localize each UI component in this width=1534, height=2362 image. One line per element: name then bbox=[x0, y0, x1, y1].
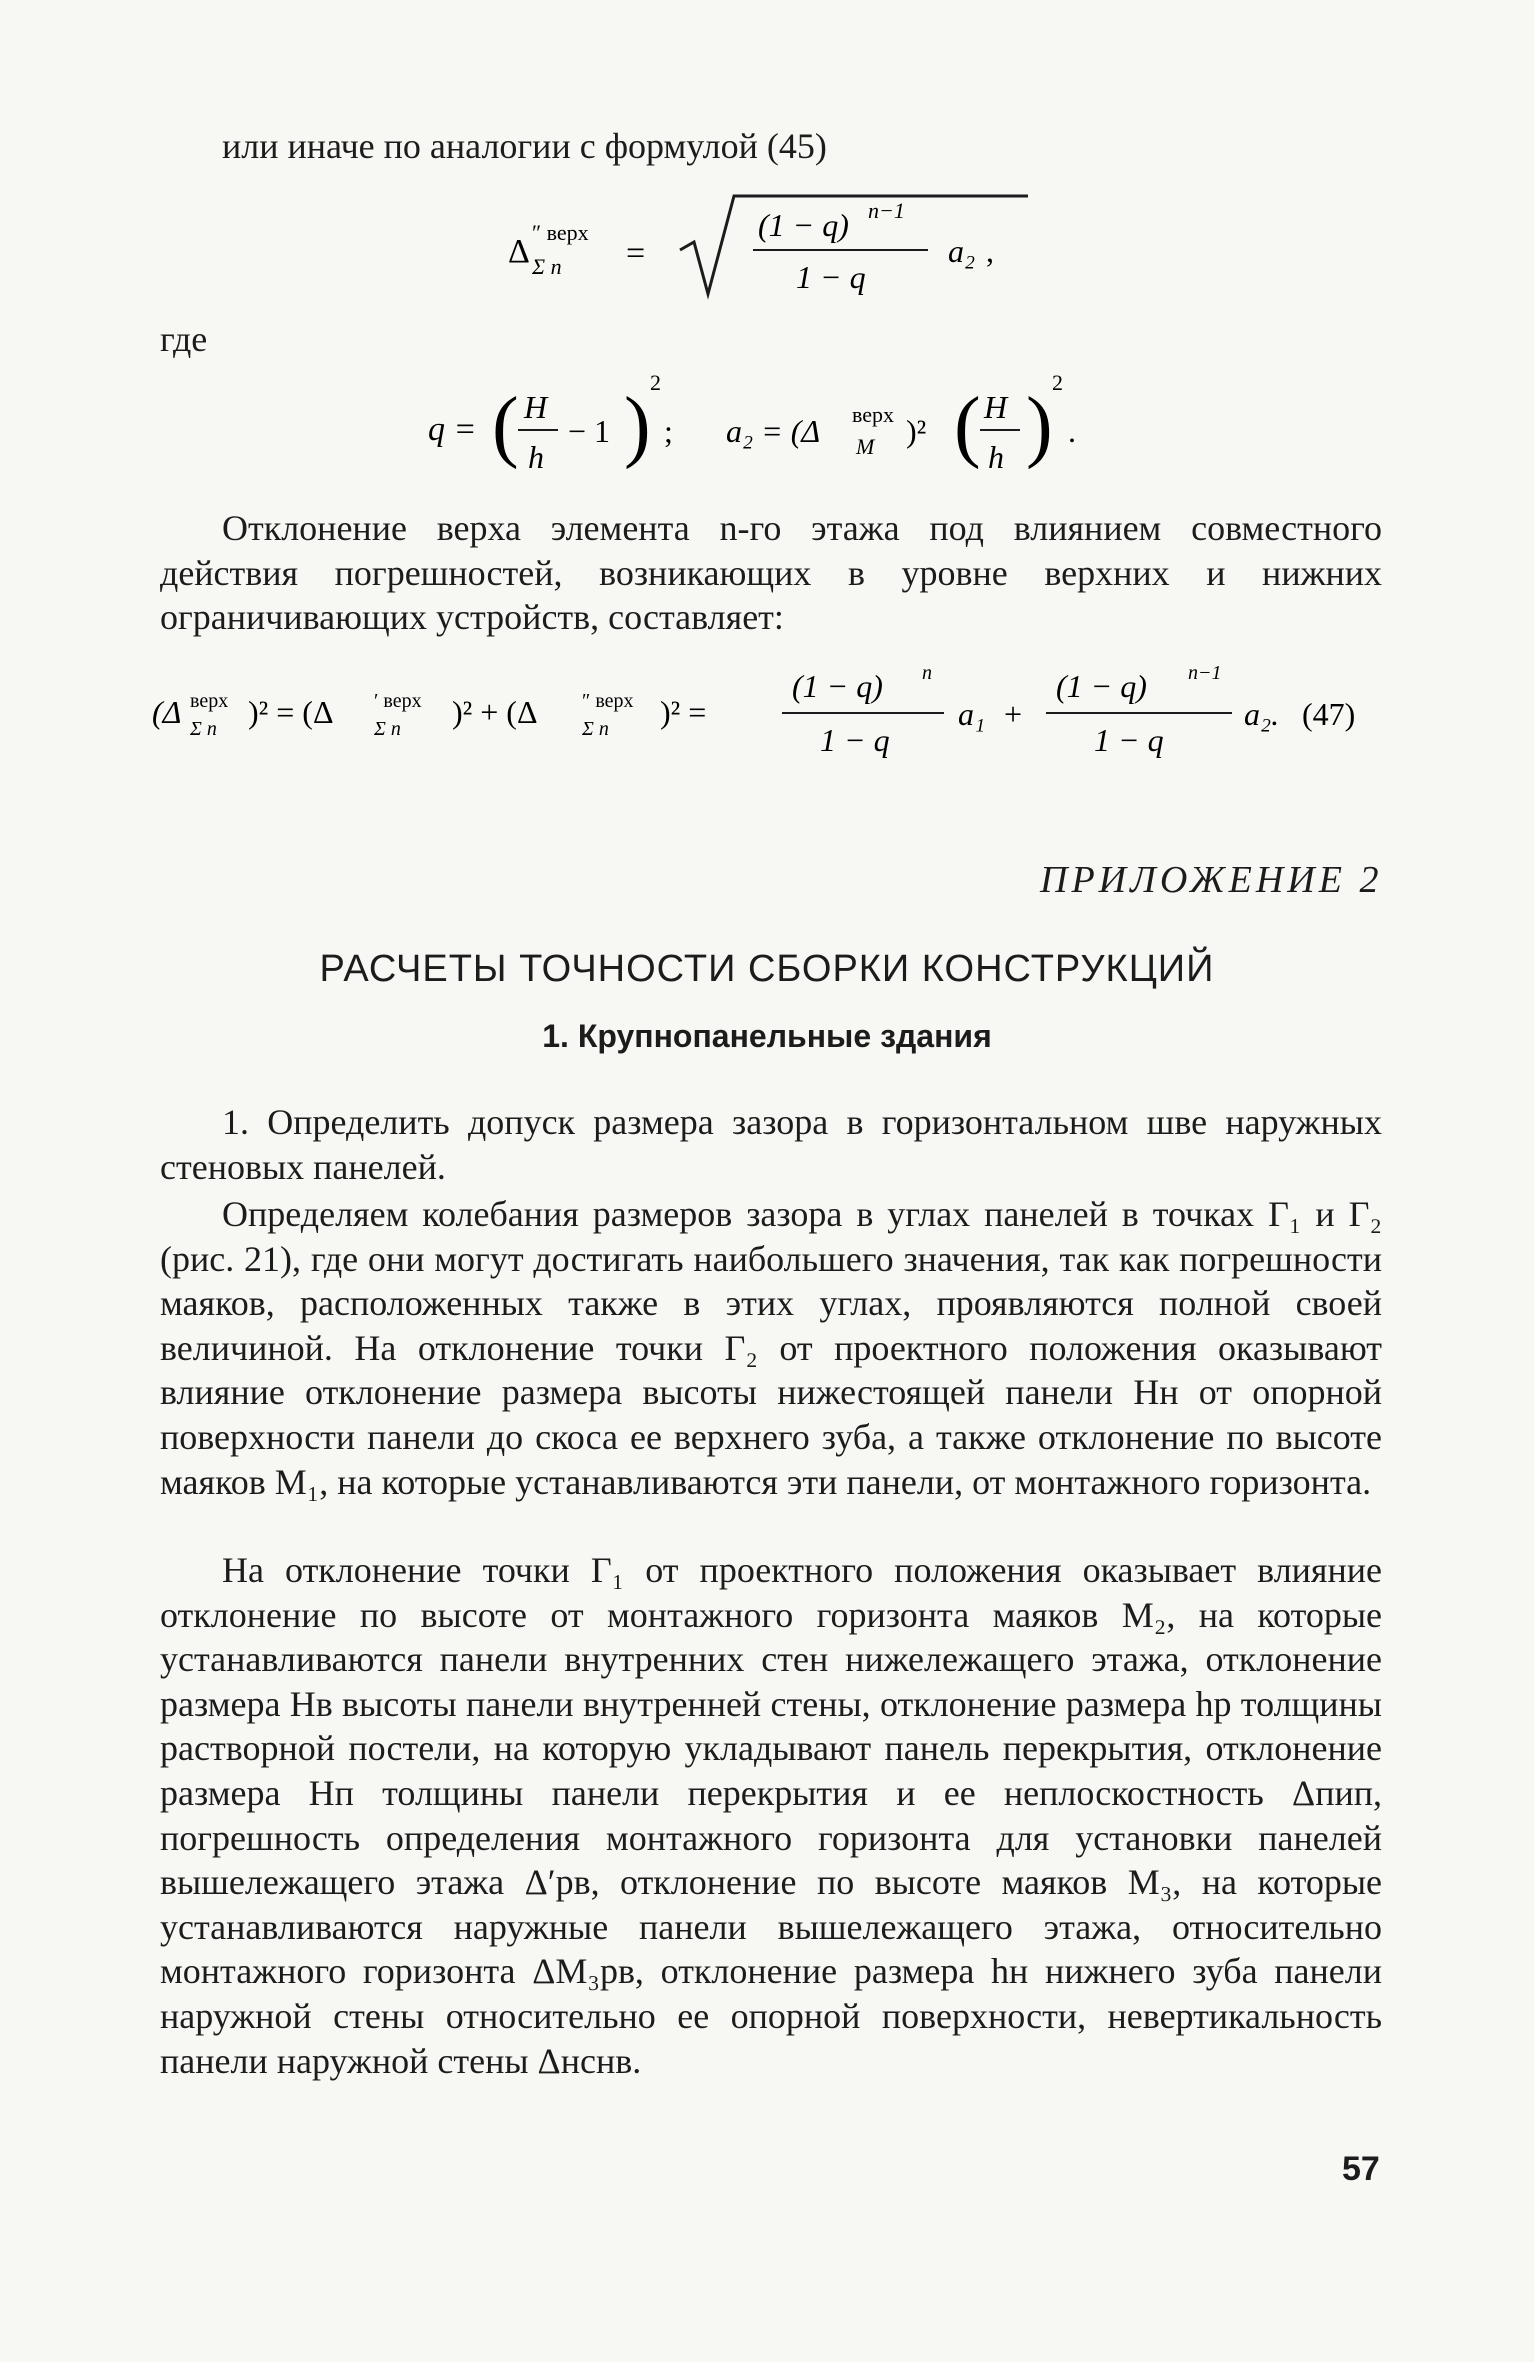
f47-term2-super: ′ верх bbox=[374, 690, 422, 712]
f47-factor1: a₁ bbox=[958, 696, 986, 732]
period: . bbox=[1068, 413, 1076, 449]
a2-denominator: h bbox=[988, 439, 1004, 475]
paragraph-2: 1. Определить допуск размера зазора в горизонтальном шве наружных стеновых панелей. bbox=[160, 1102, 1382, 1187]
a2-numerator: H bbox=[984, 389, 1008, 425]
f47-plus: + bbox=[1004, 696, 1023, 732]
f47-term3-sub: Σ n bbox=[582, 718, 609, 740]
f47-sq1: )² = (Δ bbox=[248, 694, 334, 730]
where-label: где bbox=[160, 319, 208, 359]
f47-frac1-num: (1 − q) bbox=[792, 668, 883, 704]
f47-sq3: )² = bbox=[660, 694, 707, 730]
q-lhs: q = bbox=[428, 411, 477, 448]
q-minus: − 1 bbox=[568, 413, 611, 449]
formula-sqrt bbox=[508, 190, 1028, 309]
f47-term1: (Δ bbox=[152, 694, 182, 730]
formula-lhs-symbol: Δ bbox=[508, 233, 530, 270]
f47-frac1-den: 1 − q bbox=[820, 722, 890, 758]
comma: , bbox=[986, 233, 994, 269]
f47-number: (47) bbox=[1302, 696, 1356, 732]
f47-term3-super: ″ верх bbox=[582, 690, 634, 712]
f47-factor2: a₂. bbox=[1244, 696, 1280, 732]
square-exp-2: 2 bbox=[1052, 370, 1063, 395]
f47-frac1-exp: n bbox=[922, 662, 932, 684]
intro-line: или иначе по аналогии с формулой (45) bbox=[222, 126, 827, 166]
f47-sq2: )² + (Δ bbox=[452, 694, 538, 730]
equals-sign: = bbox=[626, 235, 646, 272]
formula-q-svg bbox=[428, 370, 1128, 490]
sqrt-numerator-exp: n−1 bbox=[868, 198, 905, 223]
a2-sub: M bbox=[856, 434, 875, 459]
formula-lhs-super: ″ верх bbox=[532, 220, 589, 245]
square-exp: 2 bbox=[650, 370, 661, 395]
q-denominator: h bbox=[528, 439, 544, 475]
subsection-title: 1. Крупнопанельные здания bbox=[542, 1018, 992, 1054]
right-paren-2: ) bbox=[1026, 382, 1053, 470]
appendix-label: ПРИЛОЖЕНИЕ 2 bbox=[1040, 859, 1383, 901]
formula-47-svg bbox=[152, 655, 1392, 775]
q-numerator: H bbox=[524, 389, 548, 425]
a2-rest: )² bbox=[906, 413, 927, 449]
right-paren: ) bbox=[624, 382, 651, 470]
f47-term1-sub: Σ n bbox=[190, 718, 217, 740]
sqrt-numerator: (1 − q) bbox=[758, 207, 849, 243]
f47-frac2-den: 1 − q bbox=[1094, 722, 1164, 758]
formula-sqrt-svg bbox=[508, 190, 1028, 300]
a2-super: верх bbox=[852, 402, 895, 427]
left-paren: ( bbox=[492, 382, 519, 470]
formula-lhs-sub: Σ n bbox=[532, 254, 562, 279]
f47-term1-super: верх bbox=[190, 690, 229, 712]
paragraph-1: Отклонение верха элемента n-го этажа под влиянием совместного действия погрешностей, возникающих в уровне верхних и нижних ограничивающих устройств, составляет: bbox=[160, 508, 1382, 638]
a2-lhs: a₂ = (Δ bbox=[726, 413, 821, 449]
semicolon: ; bbox=[664, 413, 673, 449]
sqrt-denominator: 1 − q bbox=[796, 259, 866, 295]
f47-frac2-exp: n−1 bbox=[1188, 662, 1222, 684]
f47-frac2-num: (1 − q) bbox=[1056, 668, 1147, 704]
paragraph-3: Определяем колебания размеров зазора в углах панелей в точках Г₁ и Г₂ (рис. 21), где они могут достигать наибольшего значения, так как погрешности маяков, расположенных также в этих углах, проявляются полной своей величиной. На отклонение точки Г₂ от проектного положения оказывают влияние отклонение размера высоты нижестоящей панели Hн от опорной поверхности панели до скоса ее верхнего зуба, а также отклонение по высоте маяков M₁, на которые устанавливаются эти панели, от монтажного горизонта. bbox=[160, 1194, 1382, 1502]
f47-term2-sub: Σ n bbox=[374, 718, 401, 740]
left-paren-2: ( bbox=[954, 382, 981, 470]
page-number: 57 bbox=[1342, 2150, 1380, 2188]
formula-47 bbox=[152, 655, 1392, 784]
sqrt-factor: a₂ bbox=[948, 233, 976, 269]
paragraph-4: На отклонение точки Г₁ от проектного положения оказывает влияние отклонение по высоте от монтажного горизонта маяков M₂, на которые устанавливаются панели внутренних стен нижележащего этажа, отклонение размера Hв высоты панели внутренней стены, отклонение размера hр толщины растворной постели, на которую укладывают панель перекрытия, отклонение размера Hп толщины панели перекрытия и ее неплоскостность Δпип, погрешность определения монтажного горизонта для установки панелей вышележащего этажа Δ′рв, отклонение по высоте маяков M₃, на которые устанавливаются наружные панели вышележащего этажа, относительно монтажного горизонта ΔM₃рв, отклонение размера hн нижнего зуба панели наружной стены относительно ее опорной поверхности, невертикальность панели наружной стены Δнснв. bbox=[160, 1550, 1382, 2081]
section-title: РАСЧЕТЫ ТОЧНОСТИ СБОРКИ КОНСТРУКЦИЙ bbox=[319, 948, 1215, 990]
formula-q bbox=[428, 370, 1128, 499]
